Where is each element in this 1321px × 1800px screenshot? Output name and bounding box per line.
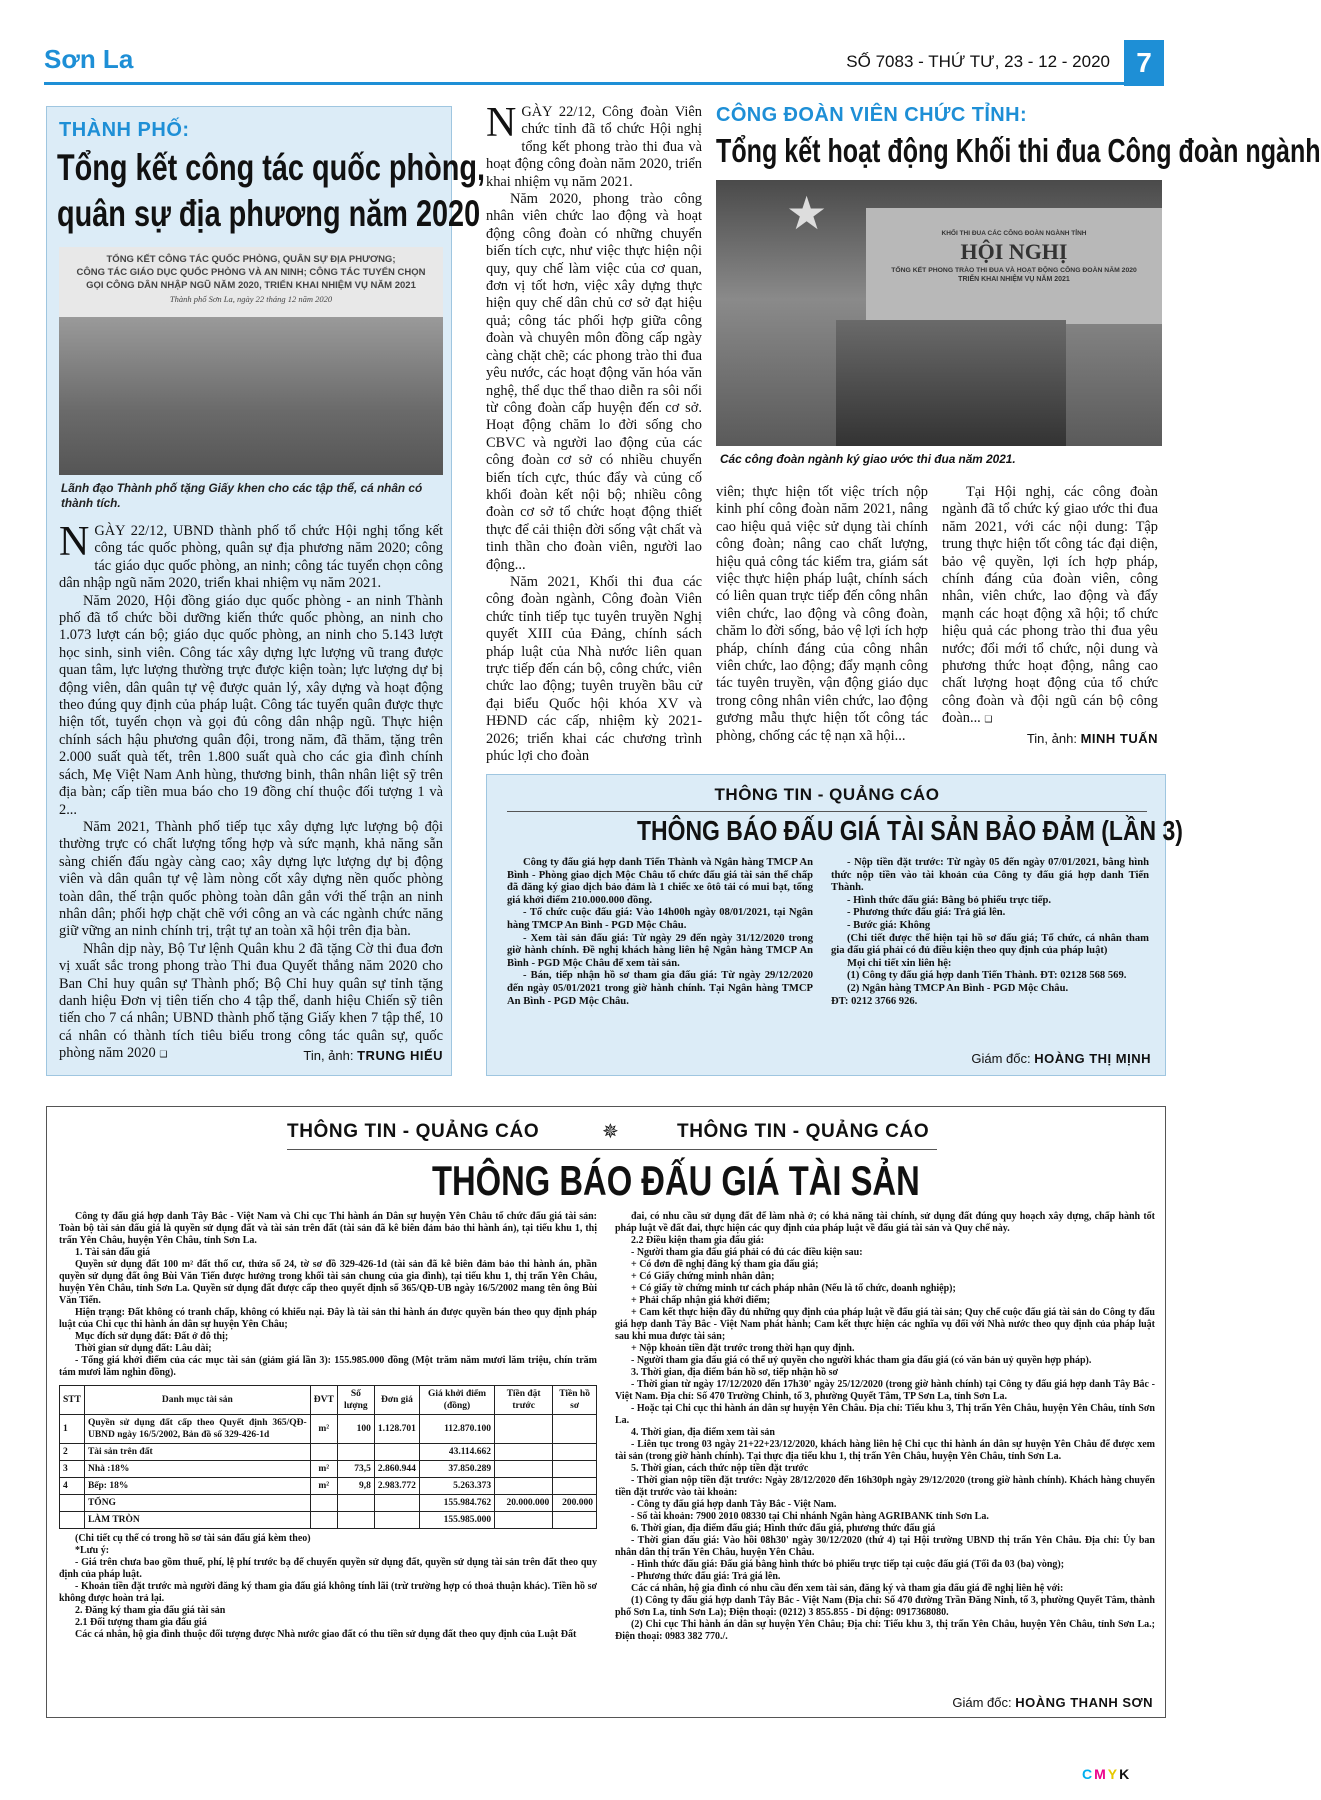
table-cell: 73,5 [337, 1461, 374, 1478]
table-cell: 112.870.100 [419, 1415, 494, 1444]
ad2-left-p: - Khoản tiền đặt trước mà người đăng ký tham gia đấu giá không tính lãi (trừ trường hợp có thoả thuận khác). Tiền hồ sơ không được hoàn trả lại. [59, 1581, 597, 1604]
article-cong-doan [486, 100, 1321, 765]
table-row [60, 1415, 597, 1444]
ad2-right-p: - Liên tục trong 03 ngày 21+22+23/12/2020, khách hàng liên hệ Chi cục thi hành án dân sự huyện Yên Châu để được xem tài sản (trong giờ hành chính). Tại thực địa tiểu khu 1, thị trấn Yên Châu, huyện Yên Châu, tỉnh Sơn La. [615, 1439, 1155, 1462]
article2-title: Tổng kết hoạt động Khối thi đua Công đoàn ngành [716, 132, 1321, 169]
table-cell: 2.983.772 [374, 1478, 419, 1495]
paragraph-4: viên; thực hiện tốt việc trích nộp kinh phí công đoàn năm 2021, nâng cao hiệu quả việc sử dụng tài chính công đoàn; nâng cao chất lượng, hiệu quả công tác kiểm tra, giám sát việc thực hiện pháp luật, chính sách có liên quan trực tiếp đến công nhân viên chức, lao động và công đoàn, chăm lo đời sống, bảo vệ lợi ích hợp pháp, chính đáng của công nhân viên chức, lao động; đẩy mạnh công tác tuyên truyền, vận động giáo dục trong công nhân viên chức, lao động gương mẫu thực hiện tốt công tác phòng, chống các tệ nạn xã hội... [716, 484, 928, 744]
table-cell: LÀM TRÒN [84, 1512, 310, 1529]
table-header-cell: Số lượng [337, 1386, 374, 1415]
table-cell: Nhà :18% [84, 1461, 310, 1478]
ad2-left-p: Mục đích sử dụng đất: Đất ở đô thị; [75, 1331, 229, 1342]
ad2-right-p: - Người tham gia đấu giá phải có đủ các điều kiện sau: [631, 1247, 863, 1258]
table-cell: 2 [60, 1444, 85, 1461]
ad2-right-p: - Công ty đấu giá hợp danh Tây Bắc - Việt Nam. [631, 1499, 837, 1510]
table-cell [495, 1478, 553, 1495]
board-line3: TỔNG KẾT PHONG TRÀO THI ĐUA VÀ HOẠT ĐỘNG CÔNG ĐOÀN NĂM 2020 [891, 267, 1137, 274]
stage-board [866, 208, 1162, 324]
board-line2: HỘI NGHỊ [960, 239, 1068, 264]
table-row [60, 1512, 597, 1529]
ad2-right-p: - Thời gian nộp tiền đặt trước: Ngày 28/12/2020 đến 16h30ph ngày 29/12/2020 (trong giờ hành chính). Khách hàng chuyển tiền đặt trước vào tài khoản: [615, 1475, 1155, 1498]
article2-col3 [942, 484, 1158, 746]
article2-caption: Các công đoàn ngành ký giao ước thi đua năm 2021. [720, 452, 1016, 466]
byline: Tin, ảnh: MINH TUẤN [1026, 730, 1158, 746]
ad2-left-p: Thời gian sử dụng đất: Lâu dài; [75, 1343, 212, 1354]
ad2-left-p: - Tổng giá khởi điểm của các mục tài sản (giảm giá lần 3): 155.985.000 đồng (Một trăm năm mươi lăm triệu, chín trăm tám mươi lăm nghìn đồng). [59, 1355, 597, 1378]
ad2-left-column [59, 1211, 597, 1641]
article2-col1 [486, 100, 702, 765]
dropcap: N [59, 519, 90, 565]
ad2-left-p: *Lưu ý: [75, 1545, 110, 1556]
ad2-right-p: - Phương thức đấu giá: Trả giá lên. [631, 1571, 781, 1582]
table-cell: 100 [337, 1415, 374, 1444]
table-cell [374, 1495, 419, 1512]
auction-notice-1 [486, 774, 1183, 1076]
ad-left-p: Công ty đấu giá hợp danh Tiến Thành và Ngân hàng TMCP An Bình - Phòng giao dịch Mộc Châu tổ chức đấu giá tài sản thế chấp đã đăng ký giao dịch bảo đảm là 1 chiếc xe ôtô tải có mui bạt, tổng giá khởi điểm 210.000.000 đồng. [507, 857, 813, 906]
table-row [60, 1478, 597, 1495]
table-cell [553, 1415, 597, 1444]
table-cell [337, 1495, 374, 1512]
table-cell [337, 1512, 374, 1529]
ad2-title: THÔNG BÁO ĐẤU GIÁ TÀI SẢN [432, 1157, 920, 1204]
table-header-cell: ĐVT [310, 1386, 337, 1415]
ad2-right-p: - Hình thức đấu giá: Đấu giá bằng hình thức bỏ phiếu trực tiếp tại cuộc đấu giá (Tối đa 03 (ba) vòng); [631, 1559, 1065, 1570]
ad-right-p: - Hình thức đấu giá: Bằng bỏ phiếu trực tiếp. [847, 894, 1052, 906]
article-quoc-phong [46, 106, 486, 1076]
table-cell [495, 1444, 553, 1461]
ad-right-p: (Chi tiết được thể hiện tại hồ sơ đấu giá; Tổ chức, cá nhân tham gia đấu giá phải có đủ điều kiện theo quy định của pháp luật) [831, 932, 1149, 957]
table-header-cell: Đơn giá [374, 1386, 419, 1415]
asset-table-header [60, 1386, 597, 1415]
ad2-right-p: - Thời gian đấu giá: Vào hồi 08h30' ngày 30/12/2020 (thứ 4) tại Hội trường UBND thị trấn Yên Châu. Địa chỉ: Ủy ban nhân dân thị trấn Yên Châu, huyện Yên Châu. [615, 1535, 1155, 1558]
ad2-right-p: 3. Thời gian, địa điểm bán hồ sơ, tiếp nhận hồ sơ [631, 1367, 839, 1378]
article-body [59, 519, 443, 1063]
banner-line2: CÔNG TÁC GIÁO DỤC QUỐC PHÒNG VÀ AN NINH; CÔNG TÁC TUYỂN CHỌN [76, 267, 426, 278]
people-group [836, 320, 1066, 446]
star-emblem-icon: ★ [786, 186, 828, 240]
table-row [60, 1461, 597, 1478]
table-cell [374, 1512, 419, 1529]
byline: Tin, ảnh: TRUNG HIẾU [303, 1047, 443, 1063]
ad2-label-rule [287, 1149, 937, 1150]
header-section: Sơn La [44, 44, 134, 74]
star-icon: ✵ [602, 1119, 619, 1143]
ad2-left-p: (Chi tiết cụ thể có trong hồ sơ tài sản đấu giá kèm theo) [75, 1533, 311, 1544]
table-header-cell: Danh mục tài sản [84, 1386, 310, 1415]
cmyk-marks: CMYK [1082, 1766, 1132, 1782]
ad-right-p: - Nộp tiền đặt trước: Từ ngày 05 đến ngày 07/01/2021, bằng hình thức nộp tiền vào tài khoản của Công ty đấu giá hợp danh Tiến Thành. [831, 857, 1149, 894]
table-cell: 2.860.944 [374, 1461, 419, 1478]
ad2-label-left: THÔNG TIN - QUẢNG CÁO [287, 1121, 540, 1142]
ad2-signature: Giám đốc: HOÀNG THANH SƠN [952, 1695, 1153, 1710]
ad-right-column [831, 857, 1149, 1008]
table-cell [60, 1495, 85, 1512]
signing-photo [716, 180, 1162, 446]
paragraph-1: NGÀY 22/12, Công đoàn Viên chức tỉnh đã tổ chức Hội nghị tổng kết phong trào thi đua và hoạt động công đoàn năm 2020, triển khai nhiệm vụ năm 2021. [486, 100, 702, 190]
table-cell [553, 1478, 597, 1495]
table-cell: 155.985.000 [419, 1512, 494, 1529]
table-cell: 20.000.000 [495, 1495, 553, 1512]
table-cell: 4 [60, 1478, 85, 1495]
table-row [60, 1444, 597, 1461]
table-row [60, 1495, 597, 1512]
ad2-right-p: 6. Thời gian, địa điểm đấu giá; Hình thức đấu giá, phương thức đấu giá [631, 1523, 936, 1534]
table-header-cell: Giá khởi điểm (đồng) [419, 1386, 494, 1415]
paragraph-5: Tại Hội nghị, các công đoàn ngành đã tổ chức ký giao ước thi đua năm 2021, với các nội dung: Tập trung thực hiện tốt công tác đại diện, bảo vệ quyền, lợi ích hợp pháp, chính đáng của đoàn viên, công nhân, viên chức, lao động và đẩy mạnh các hoạt động xã hội; tổ chức hiệu quả các phong trào thi đua yêu nước; đổi mới tổ chức, nội dung và phương thức hoạt động, nâng cao chất lượng hoạt động của tổ chức công đoàn và đội ngũ cán bộ công đoàn... ❑ [942, 484, 1158, 727]
article2-kicker: CÔNG ĐOÀN VIÊN CHỨC TỈNH: [716, 104, 1028, 126]
article-title-line2: quân sự địa phương năm 2020 [57, 193, 481, 234]
ad2-right-p: + Có Giấy chứng minh nhân dân; [631, 1271, 775, 1282]
ad2-right-p: 4. Thời gian, địa điểm xem tài sản [631, 1427, 775, 1438]
ad-left-p: - Tổ chức cuộc đấu giá: Vào 14h00h ngày 08/01/2021, tại Ngân hàng TMCP An Bình - PGD Mộc Châu. [507, 907, 813, 931]
ad2-left-p: 2.1 Đối tượng tham gia đấu giá [75, 1617, 207, 1628]
table-cell [374, 1444, 419, 1461]
ad-title: THÔNG BÁO ĐẤU GIÁ TÀI SẢN BẢO ĐẢM (LẦN 3) [637, 815, 1183, 846]
ad2-right-p: + Nộp khoản tiền đặt trước trong thời hạn quy định. [631, 1343, 855, 1354]
ad-right-p: ĐT: 0212 3766 926. [831, 995, 918, 1007]
table-cell: Tài sản trên đất [84, 1444, 310, 1461]
ad2-right-p: - Hoặc tại Chi cục thi hành án dân sự huyện Yên Châu. Địa chỉ: Tiểu khu 3, Thị trấn Yên Châu, huyện Yên Châu, tỉnh Sơn La. [615, 1403, 1155, 1426]
ad2-left-p: Các cá nhân, hộ gia đình thuộc đối tượng được Nhà nước giao đất có thu tiền sử dụng đất theo quy định của Luật Đất [75, 1629, 577, 1640]
banner-line1: TỔNG KẾT CÔNG TÁC QUỐC PHÒNG, QUÂN SỰ ĐỊA PHƯƠNG; [106, 254, 396, 265]
ad2-left-p: - Giá trên chưa bao gồm thuế, phí, lệ phí trước bạ để chuyển quyền sử dụng đất, quyền sử dụng tài sản trên đất theo quy định của pháp luật. [59, 1557, 597, 1580]
paragraph-4: Nhân dịp này, Bộ Tư lệnh Quân khu 2 đã tặng Cờ thi đua đơn vị xuất sắc trong phong trào Thi đua Quyết thắng năm 2020 cho Ban Chỉ huy quân sự Thành phố; Bộ Chỉ huy quân sự tỉnh tặng danh hiệu Đơn vị tiên tiến cho 4 tập thể, danh hiệu Chiến sỹ tiên tiến cho 7 cá nhân; UBND thành phố tặng Giấy khen 7 tập thể, 10 cá nhân có thành tích tiêu biểu trong công tác quân sự, quốc phòng năm 2020 ❑ [59, 940, 443, 1062]
ad2-right-p: 2.2 Điều kiện tham gia đấu giá: [631, 1235, 765, 1246]
ad2-left-p: Quyền sử dụng đất 100 m² đất thổ cư, thửa số 24, tờ sơ đồ 329-426-1d (tài sản đã kê biên đảm bảo thi hành án, phần quyền sử dụng đất ông Bùi Văn Tiến được hưởng trong khối tài sản chung của gia đình), tại tiểu khu 1, thị trấn Yên Châu, huyện Yên Châu, tỉnh Sơn La. Quyền sử dụng đất được cấp theo quyết định số 365/QĐ-UB ngày 16/5/2002 mang tên ông Bùi Văn Tiến. [59, 1259, 597, 1306]
auction-notice-2 [46, 1106, 1166, 1718]
ad2-right-p: - Người tham gia đấu giá có thể uỷ quyền cho người khác tham gia đấu giá (có văn bản uỷ quyền hợp pháp). [631, 1355, 1092, 1366]
photo-caption: Lãnh đạo Thành phố tặng Giấy khen cho các tập thể, cá nhân có thành tích. [61, 481, 423, 510]
ad2-right-p: 5. Thời gian, cách thức nộp tiền đặt trước [631, 1463, 809, 1474]
ad-right-p: (2) Ngân hàng TMCP An Bình - PGD Mộc Châu. [847, 982, 1069, 994]
ad2-right-p: + Có giấy tờ chứng minh tư cách pháp nhân (Nếu là tổ chức, doanh nghiệp); [631, 1283, 956, 1294]
ad2-right-column [615, 1211, 1155, 1643]
table-cell: 155.984.762 [419, 1495, 494, 1512]
table-header-cell: STT [60, 1386, 85, 1415]
table-cell [553, 1512, 597, 1529]
banner-line3: GỌI CÔNG DÂN NHẬP NGŨ NĂM 2020, TRIỂN KHAI NHIỆM VỤ NĂM 2021 [86, 280, 416, 291]
award-photo [59, 247, 443, 475]
ad2-left-p: 2. Đăng ký tham gia đấu giá tài sản [75, 1605, 226, 1616]
table-cell [495, 1461, 553, 1478]
table-cell: 37.850.289 [419, 1461, 494, 1478]
photo-banner [59, 247, 443, 317]
header-rule [44, 82, 1126, 85]
ad-left-p: - Xem tài sản đấu giá: Từ ngày 29 đến ngày 31/12/2020 trong giờ hành chính. Đề nghị khách hàng liên hệ Ngân hàng TMCP An Bình - PGD Mộc Châu để xem tài sản. [507, 932, 813, 969]
header-issue: SỐ 7083 - THỨ TƯ, 23 - 12 - 2020 [846, 52, 1110, 71]
paragraph-3: Năm 2021, Khối thi đua các công đoàn ngành, Công đoàn Viên chức tỉnh tiếp tục tuyên truyền Nghị quyết XIII của Đảng, chính sách pháp luật của Nhà nước liên quan trực tiếp đến cán bộ, công chức, viên chức lao động; tuyên truyền bầu cử đại biểu Quốc hội khóa XV và HĐND các cấp, nhiệm kỳ 2021-2026; triển khai các chương trình phúc lợi cho đoàn [486, 573, 702, 765]
ad-left-p: - Bán, tiếp nhận hồ sơ tham gia đấu giá: Từ ngày 29/12/2020 đến ngày 05/01/2021 trong giờ hành chính. Tại Ngân hàng TMCP An Bình - PGD Mộc Châu. [507, 970, 813, 1007]
ad2-left-p: 1. Tài sản đấu giá [75, 1247, 151, 1258]
table-cell: 5.263.373 [419, 1478, 494, 1495]
ad-label-rule [507, 811, 1147, 812]
table-cell [310, 1512, 337, 1529]
board-line1: KHỐI THI ĐUA CÁC CÔNG ĐOÀN NGÀNH TỈNH [941, 230, 1087, 237]
article-title-line1: Tổng kết công tác quốc phòng, [57, 147, 486, 188]
table-cell: 1 [60, 1415, 85, 1444]
table-cell [553, 1461, 597, 1478]
ad2-label-right: THÔNG TIN - QUẢNG CÁO [677, 1121, 930, 1142]
table-cell: 3 [60, 1461, 85, 1478]
ad2-right-p: Các cá nhân, hộ gia đình có nhu cầu đến xem tài sản, đăng ký và tham gia đấu giá đề nghị liên hệ với: [631, 1583, 1064, 1594]
table-cell: 9,8 [337, 1478, 374, 1495]
table-cell: 200.000 [553, 1495, 597, 1512]
ad-right-p: Mọi chi tiết xin liên hệ: [847, 957, 952, 969]
asset-table [59, 1385, 597, 1529]
table-cell: 1.128.701 [374, 1415, 419, 1444]
paragraph-3: Năm 2021, Thành phố tiếp tục xây dựng lực lượng bộ đội thường trực có chất lượng tổng hợp và sức mạnh, khả năng sẵn sàng chiến đấu ngày càng cao; xây dựng lực lượng dự bị động viên và dân quân tự vệ làm nòng cốt xây dựng nền quốc phòng toàn dân, thế trận quốc phòng toàn dân gắn với thế trận an ninh nhân dân; phối hợp chặt chẽ với công an và các ngành chức năng giữ vững an ninh chính trị, trật tự an toàn xã hội trên địa bàn. [59, 818, 443, 940]
table-cell: Quyền sử dụng đất cấp theo Quyết định 365/QĐ-UBND ngày 16/5/2002, Bản đồ số 329-426-1d [84, 1415, 310, 1444]
ad-right-p: (1) Công ty đấu giá hợp danh Tiến Thành. ĐT: 02128 568 569. [847, 970, 1127, 982]
board-line4: TRIỂN KHAI NHIỆM VỤ NĂM 2021 [958, 276, 1070, 283]
table-cell [60, 1512, 85, 1529]
dropcap: N [486, 100, 517, 146]
paragraph-1: NGÀY 22/12, UBND thành phố tổ chức Hội nghị tổng kết công tác quốc phòng, quân sự địa phương năm 2020; công tác giáo dục quốc phòng, an ninh; công tác tuyển chọn công dân nhập ngũ năm 2020, triển khai nhiệm vụ năm 2021. [59, 519, 443, 592]
photo-people [59, 317, 443, 475]
paragraph-2: Năm 2020, phong trào công nhân viên chức lao động và hoạt động công đoàn có những chuyển biến tích cực, như việc thực hiện nội quy, quy chế làm việc của cơ quan, đơn vị tốt hơn, việc xây dựng thực hiện quy chế dân chủ cơ sở đạt hiệu quả; công tác phối hợp giữa công đoàn và chuyên môn đồng cấp ngày càng chặt chẽ; các phong trào thi đua yêu nước, các hoạt động văn hóa văn nghệ, thể dục thể thao diễn ra sôi nổi từ công đoàn cấp huyện đến cơ sở. Hoạt động chăm lo đời sống cho CBVC và người lao động của các công đoàn cơ sở có nhiều chuyển biến tích cực, thúc đẩy và củng cố khối đoàn kết nội bộ; nhiều công đoàn cơ sở tổ chức hoạt động thiết thực để cải thiện đời sống vật chất và tinh thần cho đoàn viên, người lao động... [486, 191, 702, 573]
ad2-right-p: - Thời gian từ ngày 17/12/2020 đến 17h30' ngày 25/12/2020 (trong giờ hành chính) tại Công ty đấu giá hợp danh Tây Bắc - Việt Nam. Địa chỉ: Số 470 Trường Chinh, tổ 3, phường Quyết Tâm, TP Sơn La, tỉnh Sơn La. [615, 1379, 1155, 1402]
table-cell [495, 1415, 553, 1444]
table-cell: m² [310, 1461, 337, 1478]
ad2-left-p: Hiện trạng: Đất không có tranh chấp, không có khiếu nại. Đây là tài sản thi hành án được quyền bán theo quy định pháp luật của Chi cục thi hành án dân sự huyện Yên Châu; [59, 1307, 597, 1330]
ad-signature: Giám đốc: HOÀNG THỊ MỊNH [971, 1051, 1151, 1066]
ad2-right-p: + Cam kết thực hiện đầy đủ những quy định của pháp luật về đấu giá tài sản; Quy chế cuộc đấu giá tài sản do Công ty đấu giá hợp danh Tây Bắc - Việt Nam phát hành; Cam kết thực hiện các nghĩa vụ đối với Nhà nước theo quy định của pháp luật sau khi mua được tài sản; [615, 1307, 1155, 1342]
article2-col2 [716, 484, 928, 745]
ad2-right-p: đai, có nhu cầu sử dụng đất để làm nhà ở; có khả năng tài chính, sử dụng đất đúng quy hoạch xây dựng, chấp hành tốt pháp luật về đất đai, thực hiện các quy định của pháp luật về đấu giá tài sản và Quy chế này. [615, 1211, 1155, 1234]
paragraph-2: Năm 2020, Hội đồng giáo dục quốc phòng - an ninh Thành phố đã tổ chức bồi dưỡng kiến thức quốc phòng, an ninh cho 1.073 lượt cán bộ; giáo dục quốc phòng, an ninh cho 5.143 lượt học sinh, sinh viên. Công tác xây dựng lực lượng vũ trang được quan tâm, lực lượng thường trực được kiện toàn; lực lượng dự bị động viên, dân quân tự vệ được quản lý, xây dựng và hoạt động theo đúng quy định của pháp luật. Công tác tuyển quân được thực hiện tốt, tuyển chọn và gọi đủ công dân nhập ngũ. Thực hiện chính sách hậu phương quân đội, trong năm, đã thăm, tặng trên 2.000 suất quà tết, trên 1.800 suất quà cho các gia đình chính sách, Mẹ Việt Nam Anh hùng, thương binh, thân nhân liệt sỹ trên địa bàn; cấp tiền mua báo cho 19 đồng chí thuộc đối tượng 1 và 2... [59, 592, 443, 818]
table-cell: 43.114.662 [419, 1444, 494, 1461]
ad2-right-p: (1) Công ty đấu giá hợp danh Tây Bắc - Việt Nam (Địa chỉ: Số 470 đường Trần Đăng Ninh, tổ 3, phường Quyết Tâm, thành phố Sơn La, tỉnh Sơn La); Điện thoại: (0212) 3 855.855 - Di động: 0917368080. [615, 1595, 1155, 1618]
ad2-left-p: Công ty đấu giá hợp danh Tây Bắc - Việt Nam và Chi cục Thi hành án Dân sự huyện Yên Châu tổ chức đấu giá tài sản: Toàn bộ tài sản đấu giá là quyền sử dụng đất và tài sản trên đất (tài sản đã kê biên đảm bảo thi hành án), tại tiểu khu 1, thị trấn Yên Châu, huyện Yên Châu, tỉnh Sơn La. [59, 1211, 597, 1246]
table-cell [553, 1444, 597, 1461]
ad2-right-p: + Có đơn đề nghị đăng ký tham gia đấu giá; [631, 1259, 819, 1270]
ad-right-p: - Bước giá: Không [847, 919, 931, 931]
table-header-cell: Tiền đặt trước [495, 1386, 553, 1415]
ad-label: THÔNG TIN - QUẢNG CÁO [714, 785, 940, 804]
table-cell: Bếp: 18% [84, 1478, 310, 1495]
ad2-right-p: - Số tài khoản: 7900 2010 08330 tại Chi nhánh Ngân hàng AGRIBANK tỉnh Sơn La. [631, 1511, 989, 1522]
table-cell: m² [310, 1415, 337, 1444]
table-cell: m² [310, 1478, 337, 1495]
table-cell [310, 1495, 337, 1512]
ad2-right-p: + Phải chấp nhận giá khởi điểm; [631, 1295, 771, 1306]
page-number: 7 [1124, 40, 1164, 86]
table-cell [495, 1512, 553, 1529]
table-cell [337, 1444, 374, 1461]
ad2-right-p: (2) Chi cục Thi hành án dân sự huyện Yên Châu; Địa chỉ: Tiểu khu 3, thị trấn Yên Châu, huyện Yên Châu, tỉnh Sơn La.; Điện thoại: 0983 382 770./. [615, 1619, 1155, 1642]
article-kicker: THÀNH PHỐ: [59, 119, 190, 141]
table-header-cell: Tiền hồ sơ [553, 1386, 597, 1415]
table-cell [310, 1444, 337, 1461]
ad-left-column [507, 857, 813, 1008]
banner-line4: Thành phố Sơn La, ngày 22 tháng 12 năm 2020 [169, 294, 333, 304]
ad-right-p: - Phương thức đấu giá: Trả giá lên. [847, 907, 1006, 919]
table-cell: TỔNG [84, 1495, 310, 1512]
